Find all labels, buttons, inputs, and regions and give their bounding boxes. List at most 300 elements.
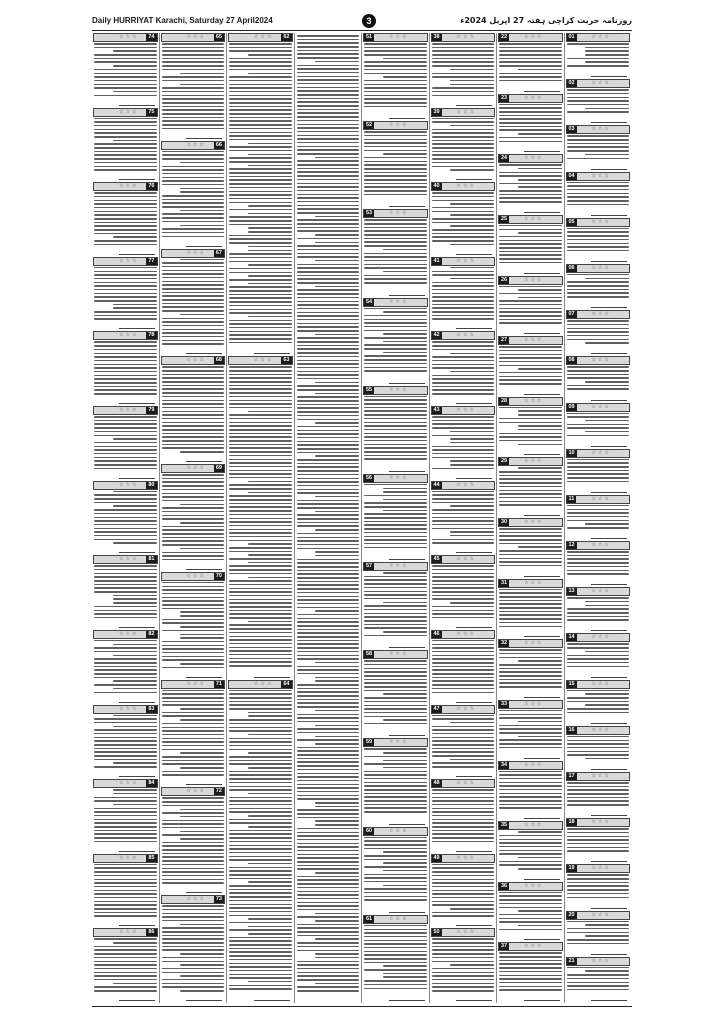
ad-body-text bbox=[162, 905, 225, 994]
classified-ad-header bbox=[161, 680, 226, 689]
classified-ad-number: 49 bbox=[433, 854, 440, 861]
ad-body-text bbox=[162, 43, 225, 132]
ad-body-text bbox=[432, 192, 495, 247]
ad-body-text bbox=[567, 551, 630, 577]
classified-ad-header bbox=[93, 406, 158, 415]
ad-signature-line bbox=[389, 995, 425, 1001]
ad-signature-line bbox=[119, 249, 155, 255]
classified-ad-header bbox=[566, 79, 631, 88]
ad-header-ornament: ☆☆☆ bbox=[591, 865, 611, 872]
ad-header-ornament: ☆☆☆ bbox=[389, 739, 409, 746]
ad-body-text bbox=[94, 192, 157, 247]
ad-signature-line bbox=[524, 449, 560, 455]
top-rule bbox=[92, 30, 632, 31]
ad-signature-line bbox=[591, 949, 627, 955]
classified-ad-header bbox=[566, 633, 631, 642]
ad-signature-line bbox=[186, 887, 222, 893]
ad-header-ornament: ☆☆☆ bbox=[591, 495, 611, 502]
ad-signature-line bbox=[389, 819, 425, 825]
column-divider bbox=[294, 33, 295, 1003]
ad-signature-line bbox=[389, 290, 425, 296]
ad-signature-line bbox=[456, 547, 492, 553]
ad-header-ornament: ☆☆☆ bbox=[389, 34, 409, 40]
classified-ad-number: 68 bbox=[215, 357, 222, 364]
classified-ad-header bbox=[566, 680, 631, 689]
ad-signature-line bbox=[524, 995, 560, 1001]
classified-ad-number: 31 bbox=[501, 579, 508, 586]
ad-signature-line bbox=[524, 874, 560, 880]
ad-signature-line bbox=[119, 995, 155, 1001]
ad-header-ornament: ☆☆☆ bbox=[524, 458, 544, 465]
ad-body-text bbox=[567, 413, 630, 439]
ad-signature-line bbox=[524, 631, 560, 637]
classified-ad-header bbox=[431, 928, 496, 937]
classified-ad-number: 39 bbox=[433, 108, 440, 115]
ad-signature-line bbox=[591, 164, 627, 170]
ad-body-text bbox=[229, 43, 292, 345]
classified-ad-header bbox=[566, 449, 631, 458]
ad-body-text bbox=[499, 649, 562, 690]
classified-ad-header bbox=[93, 481, 158, 490]
ad-signature-line bbox=[254, 348, 290, 354]
ad-body-text bbox=[567, 967, 630, 993]
ad-header-ornament: ☆☆☆ bbox=[591, 357, 611, 364]
classified-ad-number: 22 bbox=[501, 34, 508, 40]
ad-signature-line bbox=[524, 813, 560, 819]
classified-ad-header bbox=[161, 141, 226, 150]
ad-signature-line bbox=[119, 846, 155, 852]
ad-body-text bbox=[94, 938, 157, 993]
classified-ad-number: 38 bbox=[433, 34, 440, 40]
ad-body-text bbox=[567, 874, 630, 900]
classified-ad-number: 56 bbox=[366, 474, 373, 481]
column-divider bbox=[361, 33, 362, 1003]
classified-ad-header bbox=[228, 680, 293, 689]
ad-signature-line bbox=[119, 622, 155, 628]
classified-ad-header bbox=[431, 481, 496, 490]
ad-body-text bbox=[567, 597, 630, 623]
ad-signature-line bbox=[456, 323, 492, 329]
classified-ad-number: 12 bbox=[568, 542, 575, 549]
classified-ad-header bbox=[566, 33, 631, 42]
classified-ad-number: 82 bbox=[148, 630, 155, 637]
classified-ad-header bbox=[498, 518, 563, 527]
classified-ad-number: 01 bbox=[568, 34, 575, 40]
classified-ad-number: 79 bbox=[148, 407, 155, 414]
classified-ad-header bbox=[431, 854, 496, 863]
classified-ad-header bbox=[431, 182, 496, 191]
classified-ad-header bbox=[363, 915, 428, 924]
classified-ad-header bbox=[161, 572, 226, 581]
ad-signature-line bbox=[591, 395, 627, 401]
ad-body-text bbox=[499, 407, 562, 448]
ad-body-text bbox=[364, 748, 427, 814]
classified-ad-header bbox=[431, 705, 496, 714]
classified-ad-number: 52 bbox=[366, 122, 373, 129]
ad-signature-line bbox=[119, 920, 155, 926]
classified-ad-header bbox=[363, 121, 428, 130]
ad-signature-line bbox=[524, 207, 560, 213]
classified-ad-number: 10 bbox=[568, 449, 575, 456]
classified-ad-number: 19 bbox=[568, 865, 575, 872]
classified-ad-header bbox=[363, 33, 428, 42]
classified-ad-number: 47 bbox=[433, 705, 440, 712]
ad-signature-line bbox=[456, 920, 492, 926]
ad-signature-line bbox=[186, 133, 222, 139]
ad-body-text bbox=[499, 952, 562, 993]
ad-header-ornament: ☆☆☆ bbox=[186, 572, 206, 579]
ad-header-ornament: ☆☆☆ bbox=[119, 705, 139, 712]
classified-ad-number: 83 bbox=[148, 705, 155, 712]
ad-signature-line bbox=[591, 718, 627, 724]
classified-ad-number: 20 bbox=[568, 911, 575, 918]
ad-body-text bbox=[162, 151, 225, 240]
classified-ad-number: 18 bbox=[568, 819, 575, 826]
ad-body-text bbox=[567, 643, 630, 669]
ad-header-ornament: ☆☆☆ bbox=[591, 773, 611, 780]
classified-ad-number: 55 bbox=[366, 386, 373, 393]
classified-ad-header bbox=[498, 821, 563, 830]
ad-header-ornament: ☆☆☆ bbox=[591, 34, 611, 40]
classified-ad-number: 65 bbox=[215, 34, 222, 40]
classified-ad-header bbox=[93, 705, 158, 714]
classified-ad-number: 63 bbox=[283, 357, 290, 364]
classified-ad-header bbox=[161, 249, 226, 258]
ad-signature-line bbox=[389, 730, 425, 736]
ad-body-text bbox=[432, 267, 495, 322]
page-number-badge: 3 bbox=[362, 14, 376, 28]
ad-signature-line bbox=[524, 934, 560, 940]
classified-ad-header bbox=[431, 555, 496, 564]
classified-ad-number: 51 bbox=[366, 34, 373, 40]
ad-body-text bbox=[364, 572, 427, 638]
ad-signature-line bbox=[186, 779, 222, 785]
classified-ad-header bbox=[363, 562, 428, 571]
classified-ad-number: 14 bbox=[568, 634, 575, 641]
masthead-english-dateline: Daily HURRIYAT Karachi, Saturday 27 April2024 bbox=[92, 16, 273, 25]
column-divider bbox=[496, 33, 497, 1003]
classified-ad-header bbox=[498, 336, 563, 345]
ad-body-text bbox=[364, 131, 427, 197]
ad-signature-line bbox=[389, 642, 425, 648]
ad-header-ornament: ☆☆☆ bbox=[456, 108, 476, 115]
ad-signature-line bbox=[254, 995, 290, 1001]
ad-body-text bbox=[94, 640, 157, 695]
classified-ad-header bbox=[93, 928, 158, 937]
classified-ad-header bbox=[93, 779, 158, 788]
classified-ad-number: 77 bbox=[148, 257, 155, 264]
classified-ad-number: 26 bbox=[501, 276, 508, 283]
ad-signature-line bbox=[389, 907, 425, 913]
classified-ad-header bbox=[566, 172, 631, 181]
classified-ad-number: 53 bbox=[366, 210, 373, 217]
classified-ad-number: 15 bbox=[568, 680, 575, 687]
ad-header-ornament: ☆☆☆ bbox=[389, 210, 409, 217]
ad-header-ornament: ☆☆☆ bbox=[119, 108, 139, 115]
ad-signature-line bbox=[524, 692, 560, 698]
ad-body-text bbox=[567, 690, 630, 716]
classified-ad-header bbox=[566, 218, 631, 227]
ad-signature-line bbox=[591, 117, 627, 123]
classified-ad-number: 40 bbox=[433, 183, 440, 190]
ad-header-ornament: ☆☆☆ bbox=[524, 94, 544, 101]
classified-ad-header bbox=[566, 957, 631, 966]
classified-ad-number: 85 bbox=[148, 854, 155, 861]
ad-body-text bbox=[499, 467, 562, 508]
ad-signature-line bbox=[119, 100, 155, 106]
classified-ad-number: 02 bbox=[568, 80, 575, 87]
ad-body-text bbox=[499, 164, 562, 205]
ad-body-text bbox=[94, 118, 157, 173]
ad-header-ornament: ☆☆☆ bbox=[389, 651, 409, 658]
classified-ad-number: 57 bbox=[366, 563, 373, 570]
classified-ad-header bbox=[566, 310, 631, 319]
classified-ad-number: 78 bbox=[148, 332, 155, 339]
classified-ad-number: 86 bbox=[148, 929, 155, 936]
classified-ad-header bbox=[93, 555, 158, 564]
ad-header-ornament: ☆☆☆ bbox=[186, 465, 206, 472]
ad-signature-line bbox=[591, 302, 627, 308]
classified-ad-number: 75 bbox=[148, 108, 155, 115]
ad-header-ornament: ☆☆☆ bbox=[591, 634, 611, 641]
classified-ad-number: 58 bbox=[366, 651, 373, 658]
classified-ad-number: 60 bbox=[366, 827, 373, 834]
ad-signature-line bbox=[119, 174, 155, 180]
classified-ad-number: 07 bbox=[568, 311, 575, 318]
ad-body-text bbox=[432, 491, 495, 546]
ad-body-text bbox=[162, 474, 225, 563]
ad-header-ornament: ☆☆☆ bbox=[591, 588, 611, 595]
ad-signature-line bbox=[119, 771, 155, 777]
ad-body-text bbox=[229, 690, 292, 992]
ad-header-ornament: ☆☆☆ bbox=[524, 640, 544, 647]
ad-header-ornament: ☆☆☆ bbox=[119, 630, 139, 637]
classified-ad-header bbox=[431, 331, 496, 340]
classified-ad-number: 81 bbox=[148, 556, 155, 563]
ad-body-text bbox=[567, 89, 630, 115]
ad-header-ornament: ☆☆☆ bbox=[119, 780, 139, 787]
ad-signature-line bbox=[524, 86, 560, 92]
ad-header-ornament: ☆☆☆ bbox=[456, 407, 476, 414]
classified-ad-header bbox=[161, 356, 226, 365]
ad-header-ornament: ☆☆☆ bbox=[456, 332, 476, 339]
ad-header-ornament: ☆☆☆ bbox=[591, 80, 611, 87]
ad-header-ornament: ☆☆☆ bbox=[456, 929, 476, 936]
classified-ad-number: 74 bbox=[148, 34, 155, 40]
ad-signature-line bbox=[186, 672, 222, 678]
classified-ad-header bbox=[161, 464, 226, 473]
ad-header-ornament: ☆☆☆ bbox=[119, 929, 139, 936]
ad-header-ornament: ☆☆☆ bbox=[524, 822, 544, 829]
classified-ad-header bbox=[161, 787, 226, 796]
ad-signature-line bbox=[591, 256, 627, 262]
classified-ad-header bbox=[498, 579, 563, 588]
ad-signature-line bbox=[524, 268, 560, 274]
classified-ad-header bbox=[431, 630, 496, 639]
classified-ad-number: 30 bbox=[501, 519, 508, 525]
classified-ad-header bbox=[498, 639, 563, 648]
ad-body-text bbox=[567, 366, 630, 392]
ad-header-ornament: ☆☆☆ bbox=[389, 122, 409, 129]
ad-signature-line bbox=[524, 510, 560, 516]
ad-header-ornament: ☆☆☆ bbox=[186, 788, 206, 795]
ad-signature-line bbox=[591, 810, 627, 816]
ad-signature-line bbox=[524, 389, 560, 395]
ad-header-ornament: ☆☆☆ bbox=[456, 556, 476, 563]
classified-ad-number: 03 bbox=[568, 126, 575, 133]
classified-ad-header bbox=[363, 827, 428, 836]
ad-header-ornament: ☆☆☆ bbox=[389, 915, 409, 922]
ad-header-ornament: ☆☆☆ bbox=[591, 311, 611, 318]
classified-ad-header bbox=[363, 209, 428, 218]
column-8 bbox=[565, 33, 632, 1003]
classified-ad-header bbox=[566, 772, 631, 781]
ad-header-ornament: ☆☆☆ bbox=[186, 141, 206, 148]
ad-body-text bbox=[94, 864, 157, 919]
ad-header-ornament: ☆☆☆ bbox=[119, 257, 139, 264]
column-1 bbox=[92, 33, 159, 1003]
classified-ad-header bbox=[566, 818, 631, 827]
classified-ad-header bbox=[566, 264, 631, 273]
classified-ad-number: 67 bbox=[215, 249, 222, 256]
ad-header-ornament: ☆☆☆ bbox=[389, 474, 409, 481]
ad-body-text bbox=[94, 789, 157, 844]
ad-signature-line bbox=[524, 146, 560, 152]
classified-ad-number: 73 bbox=[215, 896, 222, 903]
classified-ad-header bbox=[566, 495, 631, 504]
ad-header-ornament: ☆☆☆ bbox=[524, 155, 544, 162]
ad-body-text bbox=[94, 267, 157, 322]
classified-ad-number: 48 bbox=[433, 780, 440, 787]
ad-header-ornament: ☆☆☆ bbox=[456, 780, 476, 787]
classified-ad-number: 04 bbox=[568, 172, 575, 179]
classified-ad-number: 43 bbox=[433, 407, 440, 414]
ad-body-text bbox=[162, 366, 225, 455]
ad-header-ornament: ☆☆☆ bbox=[591, 726, 611, 733]
ad-body-text bbox=[297, 35, 360, 994]
ad-body-text bbox=[229, 366, 292, 668]
ad-header-ornament: ☆☆☆ bbox=[254, 680, 274, 687]
ad-body-text bbox=[94, 416, 157, 471]
ad-body-text bbox=[94, 341, 157, 396]
classified-ad-header bbox=[566, 587, 631, 596]
classified-columns bbox=[92, 33, 632, 1003]
classified-ad-header bbox=[566, 911, 631, 920]
classified-ad-header bbox=[566, 864, 631, 873]
ad-signature-line bbox=[524, 328, 560, 334]
ad-header-ornament: ☆☆☆ bbox=[524, 882, 544, 889]
classified-ad-number: 72 bbox=[215, 788, 222, 795]
classified-ad-header bbox=[431, 257, 496, 266]
classified-ad-number: 06 bbox=[568, 264, 575, 271]
classified-ad-header bbox=[363, 298, 428, 307]
ad-body-text bbox=[432, 864, 495, 919]
ad-header-ornament: ☆☆☆ bbox=[456, 183, 476, 190]
ad-header-ornament: ☆☆☆ bbox=[119, 481, 139, 488]
ad-signature-line bbox=[186, 995, 222, 1001]
ad-header-ornament: ☆☆☆ bbox=[119, 854, 139, 861]
ad-header-ornament: ☆☆☆ bbox=[591, 680, 611, 687]
ad-header-ornament: ☆☆☆ bbox=[119, 332, 139, 339]
classified-ad-header bbox=[498, 942, 563, 951]
ad-header-ornament: ☆☆☆ bbox=[524, 276, 544, 283]
classified-ad-header bbox=[498, 154, 563, 163]
ad-signature-line bbox=[389, 466, 425, 472]
ad-header-ornament: ☆☆☆ bbox=[524, 579, 544, 586]
classified-ad-number: 25 bbox=[501, 215, 508, 222]
classified-ad-number: 76 bbox=[148, 183, 155, 190]
classified-ad-number: 41 bbox=[433, 257, 440, 264]
classified-ad-number: 66 bbox=[215, 141, 222, 148]
classified-ad-header bbox=[363, 650, 428, 659]
classified-ad-header bbox=[363, 738, 428, 747]
ad-signature-line bbox=[591, 625, 627, 631]
ad-header-ornament: ☆☆☆ bbox=[456, 481, 476, 488]
classified-ad-header bbox=[161, 895, 226, 904]
classified-ad-number: 71 bbox=[215, 680, 222, 687]
ad-signature-line bbox=[186, 564, 222, 570]
ad-body-text bbox=[499, 346, 562, 387]
ad-body-text bbox=[162, 582, 225, 671]
classified-ad-number: 84 bbox=[148, 780, 155, 787]
ad-body-text bbox=[499, 589, 562, 630]
classified-ad-number: 17 bbox=[568, 773, 575, 780]
classified-ad-number: 61 bbox=[366, 915, 373, 922]
ad-signature-line bbox=[591, 533, 627, 539]
classified-ad-header bbox=[498, 882, 563, 891]
classified-ad-header bbox=[93, 854, 158, 863]
ad-signature-line bbox=[524, 753, 560, 759]
classified-ad-header bbox=[228, 33, 293, 42]
ad-header-ornament: ☆☆☆ bbox=[524, 397, 544, 404]
classified-ad-number: 50 bbox=[433, 929, 440, 936]
ad-signature-line bbox=[119, 547, 155, 553]
ad-signature-line bbox=[389, 201, 425, 207]
ad-body-text bbox=[432, 789, 495, 844]
ad-header-ornament: ☆☆☆ bbox=[389, 386, 409, 393]
classified-ad-number: 09 bbox=[568, 403, 575, 410]
classified-ad-number: 05 bbox=[568, 218, 575, 225]
ad-header-ornament: ☆☆☆ bbox=[591, 819, 611, 826]
classified-ad-header bbox=[498, 276, 563, 285]
classified-ad-header bbox=[566, 125, 631, 134]
ad-body-text bbox=[567, 320, 630, 346]
column-divider bbox=[564, 33, 565, 1003]
ad-header-ornament: ☆☆☆ bbox=[524, 519, 544, 525]
ad-header-ornament: ☆☆☆ bbox=[524, 215, 544, 222]
masthead bbox=[92, 14, 632, 30]
ad-header-ornament: ☆☆☆ bbox=[389, 298, 409, 305]
classified-ad-header bbox=[93, 33, 158, 42]
ad-body-text bbox=[364, 660, 427, 726]
ad-signature-line bbox=[456, 697, 492, 703]
ad-body-text bbox=[432, 565, 495, 620]
ad-signature-line bbox=[456, 995, 492, 1001]
classified-ad-header bbox=[93, 108, 158, 117]
classified-ad-number: 21 bbox=[568, 957, 575, 964]
ad-signature-line bbox=[591, 764, 627, 770]
ad-body-text bbox=[162, 259, 225, 348]
classified-ad-number: 46 bbox=[433, 630, 440, 637]
classified-ad-number: 08 bbox=[568, 357, 575, 364]
ad-signature-line bbox=[456, 174, 492, 180]
ad-header-ornament: ☆☆☆ bbox=[524, 761, 544, 768]
ad-body-text bbox=[567, 274, 630, 300]
ad-header-ornament: ☆☆☆ bbox=[456, 257, 476, 264]
ad-body-text bbox=[499, 43, 562, 84]
classified-ad-header bbox=[431, 108, 496, 117]
ad-body-text bbox=[567, 228, 630, 254]
